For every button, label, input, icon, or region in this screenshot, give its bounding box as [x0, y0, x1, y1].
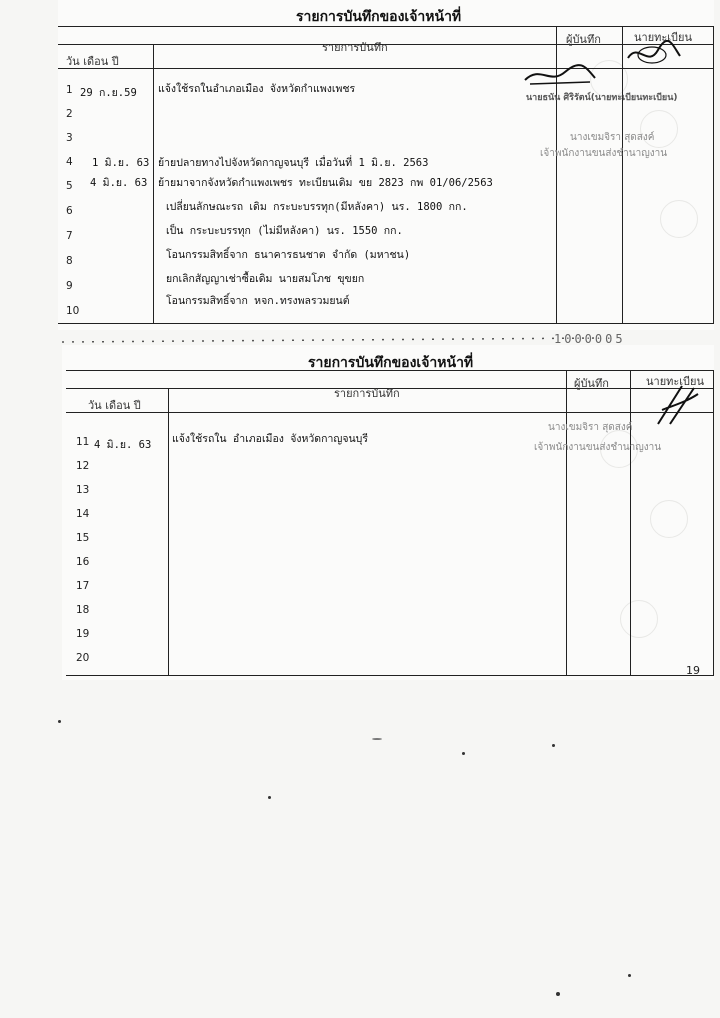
recorder-title: เจ้าพนักงานขนส่งชำนาญงาน — [540, 148, 668, 159]
entry-text: แจ้งใช้รถในอำเภอเมือง จังหวัดกำแพงเพชร — [158, 83, 356, 95]
entry-text: โอนกรรมสิทธิ์จาก หจก.ทรงพลรวมยนต์ — [166, 295, 350, 307]
row-number: 13 — [76, 484, 90, 496]
row-number: 1 — [66, 84, 73, 96]
entry-text: เป็น กระบะบรรทุก (ไม่มีหลังคา) นร. 1550 กก. — [166, 225, 403, 237]
scan-speck — [58, 720, 61, 723]
column-header-registrar: นายทะเบียน — [634, 31, 693, 44]
row-number: 12 — [76, 460, 90, 472]
column-header-recorder: ผู้บันทึก — [574, 377, 609, 390]
entry-text: ย้ายปลายทางไปจังหวัดกาญจนบุรี เมื่อวันที่ 1 มิ.ย. 2563 — [158, 157, 429, 169]
row-number: 20 — [76, 652, 90, 664]
entry-date: 1 มิ.ย. 63 — [92, 157, 150, 169]
row-number: 18 — [76, 604, 90, 616]
row-number: 4 — [66, 156, 73, 168]
entry-text: ย้ายมาจากจังหวัดกำแพงเพชร ทะเบียนเดิม ขย 2823 กพ 01/06/2563 — [158, 177, 493, 189]
column-header-entry: รายการบันทึก — [322, 41, 388, 54]
row-number: 2 — [66, 108, 73, 120]
row-number: 5 — [66, 180, 73, 192]
perforation-line — [62, 336, 602, 348]
entry-text: ยกเลิกสัญญาเช่าซื้อเดิม นายสมโภช ขุขยก — [166, 273, 365, 285]
entry-text: เปลี่ยนลักษณะรถ เดิม กระบะบรรทุก(มีหลังคา) นร. 1800 กก. — [166, 201, 468, 213]
row-number: 6 — [66, 205, 73, 217]
row-number: 3 — [66, 132, 73, 144]
recorder-title: เจ้าพนักงานขนส่งชำนาญงาน — [534, 442, 662, 453]
column-header-date: วัน เดือน ปี — [66, 55, 119, 68]
scan-speck — [372, 738, 382, 740]
entry-date: 4 มิ.ย. 63 — [94, 439, 152, 451]
recorder-signature — [520, 60, 600, 90]
serial-number: 1000005 — [554, 332, 626, 346]
registrar-name: นายธนัน ศิริรัตน์(นายทะเบียนทะเบียน) — [526, 93, 678, 103]
row-number: 7 — [66, 230, 73, 242]
column-header-date: วัน เดือน ปี — [88, 399, 141, 412]
column-header-recorder: ผู้บันทึก — [566, 33, 601, 46]
entry-date: 4 มิ.ย. 63 — [90, 177, 148, 189]
section-title-bottom: รายการบันทึกของเจ้าหน้าที่ — [308, 355, 474, 371]
records-table-bottom — [66, 370, 714, 676]
scan-speck — [462, 752, 465, 755]
row-number: 8 — [66, 255, 73, 267]
scan-speck — [556, 992, 560, 996]
registrar-signature — [652, 380, 702, 430]
column-header-registrar: นายทะเบียน — [646, 375, 705, 388]
page-number: 19 — [686, 664, 700, 677]
entry-text: โอนกรรมสิทธิ์จาก ธนาคารธนชาต จำกัด (มหาชน) — [166, 249, 411, 261]
row-number: 14 — [76, 508, 90, 520]
registrar-signature — [624, 40, 684, 70]
section-title-top: รายการบันทึกของเจ้าหน้าที่ — [296, 9, 462, 25]
row-number: 10 — [66, 305, 80, 317]
entry-text: แจ้งใช้รถใน อำเภอเมือง จังหวัดกาญจนบุรี — [172, 433, 368, 445]
scan-speck — [268, 796, 271, 799]
row-number: 9 — [66, 280, 73, 292]
scan-speck — [552, 744, 555, 747]
row-number: 16 — [76, 556, 90, 568]
entry-date: 29 ก.ย.59 — [80, 87, 137, 99]
scan-speck — [628, 974, 631, 977]
row-number: 17 — [76, 580, 90, 592]
row-number: 15 — [76, 532, 90, 544]
row-number: 19 — [76, 628, 90, 640]
column-header-entry: รายการบันทึก — [334, 387, 400, 400]
recorder-name: นางเขมจิรา สุดสงค์ — [548, 422, 633, 433]
recorder-name: นางเขมจิรา สุดสงค์ — [570, 132, 655, 143]
row-number: 11 — [76, 436, 90, 448]
